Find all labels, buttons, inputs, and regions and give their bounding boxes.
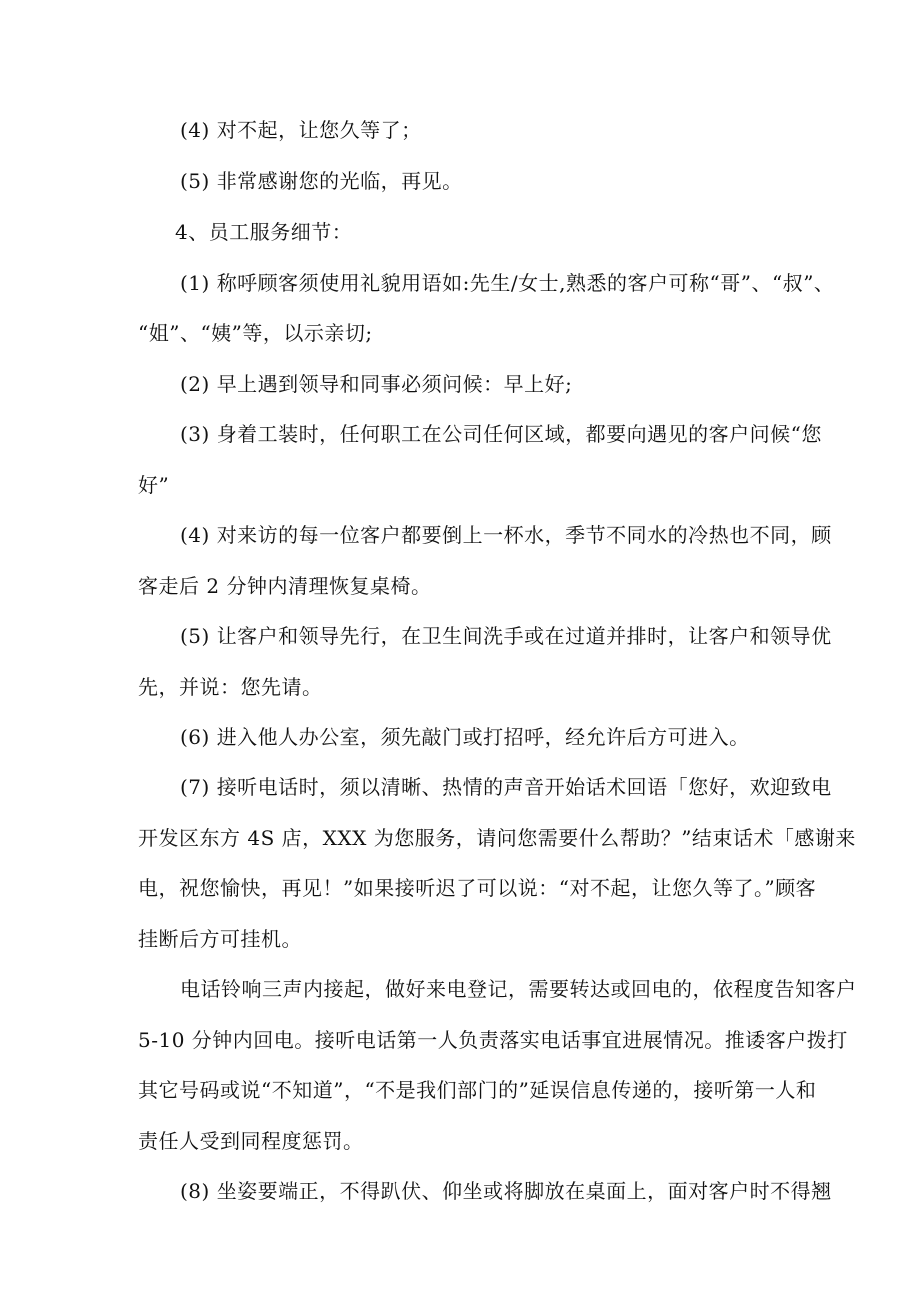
- text-line-4: “姐”、“姨”等，以示亲切;: [138, 321, 373, 345]
- text-line-14: 开发区东方 4S 店，XXX 为您服务，请问您需要什么帮助？”结束话术「感谢来: [138, 826, 856, 850]
- text-line-6: (3) 身着工装时，任何职工在公司任何区域，都要向遇见的客户问候“您: [180, 422, 822, 446]
- text-line-1: (4) 对不起，让您久等了；: [180, 118, 422, 142]
- text-line-2: (5) 非常感谢您的光临，再见。: [180, 169, 463, 193]
- text-line-13: (7) 接听电话时，须以清晰、热情的声音开始话术回语「您好，欢迎致电: [180, 775, 832, 799]
- text-line-11: 先，并说：您先请。: [138, 675, 323, 699]
- text-line-19: 其它号码或说“不知道”，“不是我们部门的”延误信息传递的，接听第一人和: [138, 1078, 817, 1102]
- text-line-3: (1) 称呼顾客须使用礼貌用语如:先生/女士,熟悉的客户可称“哥”、“叔”、: [180, 271, 835, 295]
- text-line-20: 责任人受到同程度惩罚。: [138, 1129, 364, 1153]
- text-line-18: 5-10 分钟内回电。接听电话第一人负责落实电话事宜进展情况。推诿客户拨打: [138, 1028, 848, 1052]
- text-line-10: (5) 让客户和领导先行，在卫生间洗手或在过道并排时，让客户和领导优: [180, 624, 832, 648]
- text-line-5: (2) 早上遇到领导和同事必须问候：早上好;: [180, 372, 573, 396]
- text-line-21: (8) 坐姿要端正，不得趴伏、仰坐或将脚放在桌面上，面对客户时不得翘: [180, 1179, 832, 1203]
- text-line-7: 好”: [138, 473, 170, 497]
- text-line-16: 挂断后方可挂机。: [138, 927, 302, 951]
- text-line-15: 电，祝您愉快，再见！”如果接听迟了可以说：“对不起，让您久等了。”顾客: [138, 876, 817, 900]
- text-line-17: 电话铃响三声内接起，做好来电登记，需要转达或回电的，依程度告知客户: [180, 977, 857, 1001]
- text-line-8: (4) 对来访的每一位客户都要倒上一杯水，季节不同水的冷热也不同，顾: [180, 523, 832, 547]
- text-line-9: 客走后 2 分钟内清理恢复桌椅。: [138, 574, 432, 598]
- section-heading: 4、员工服务细节：: [175, 220, 353, 244]
- text-line-12: (6) 进入他人办公室，须先敲门或打招呼，经允许后方可进入。: [180, 725, 750, 749]
